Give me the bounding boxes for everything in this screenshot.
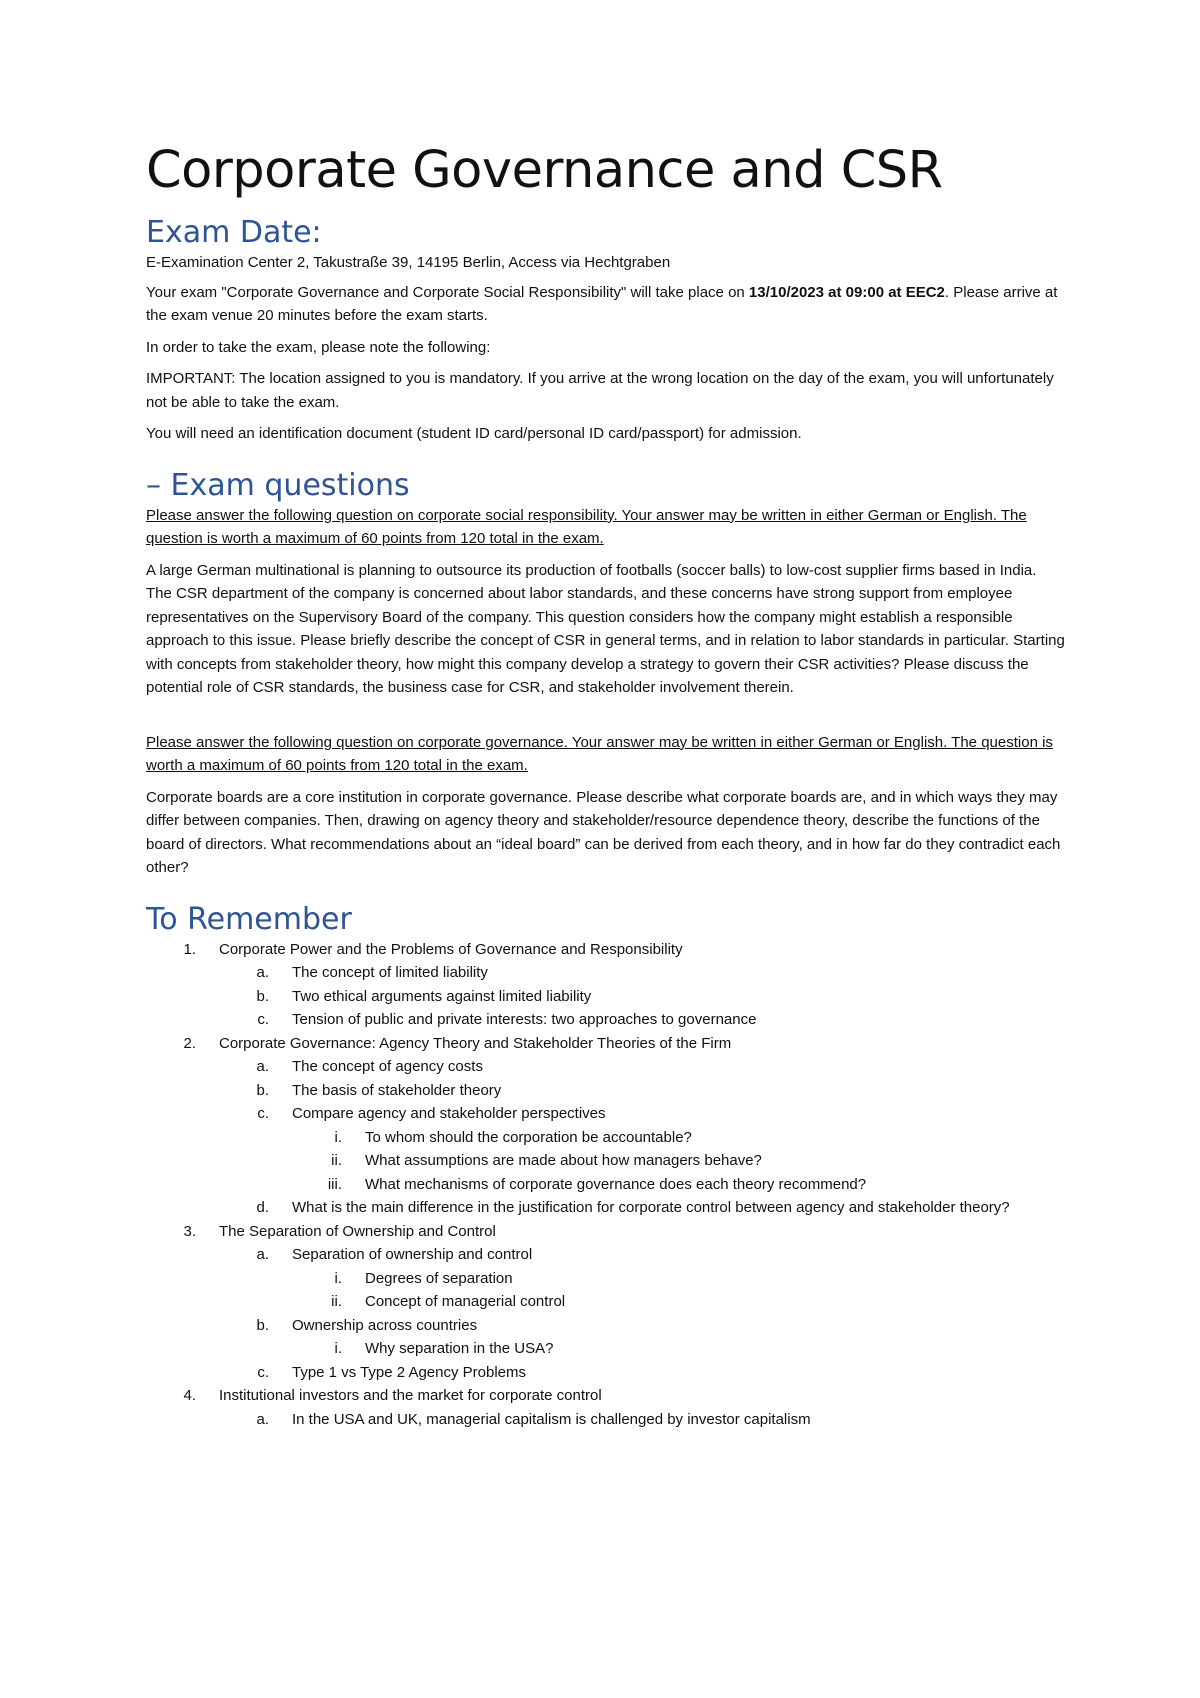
list-item-text: To whom should the corporation be accountable? [365, 1128, 692, 1146]
list-marker: 1. [183, 940, 196, 958]
list-marker: a. [256, 1246, 269, 1264]
list-marker: b. [256, 987, 269, 1005]
spacer [146, 708, 1066, 731]
list-item [146, 1173, 1066, 1197]
list-item-text: Type 1 vs Type 2 Agency Problems [292, 1363, 527, 1381]
id-note: You will need an identification document (student ID card/personal ID card/passport) for admission. [146, 425, 802, 443]
exam-date-heading: Exam Date: [146, 215, 322, 251]
list-item-text: Degrees of separation [365, 1269, 513, 1287]
list-item-text: Ownership across countries [292, 1316, 478, 1334]
list-item [146, 1079, 1066, 1103]
important-note: IMPORTANT: The location assigned to you is mandatory. If you arrive at the wrong location on the day of the exam, you will unfortunately not be able to take the exam. [146, 370, 1054, 411]
list-marker: c. [257, 1363, 269, 1381]
exam-datetime: 13/10/2023 at 09:00 at EEC2 [748, 283, 945, 301]
question-2-instruction: Please answer the following question on corporate governance. Your answer may be written in either German or English. The question is worth a maximum of 60 points from 120 total in the exam. [146, 733, 1053, 775]
list-item-text: Tension of public and private interests: two approaches to governance [292, 1011, 757, 1029]
exam-questions-heading: – Exam questions [146, 467, 410, 503]
question-2-text: Corporate boards are a core institution in corporate governance. Please describe what corporate boards are, and in which ways they may differ between companies. Then, drawing on agency theory and stakeholder/resource dependence theory, describe the functions of the board of directors. What recommendations about an “ideal board” can be derived from each theory, and in how far do they contradict each other? [146, 788, 1061, 877]
list-marker: b. [256, 1081, 269, 1099]
list-item [146, 1196, 1066, 1220]
list-item-text: The Separation of Ownership and Control [219, 1222, 496, 1240]
list-marker: d. [256, 1199, 269, 1217]
list-item-text: The concept of agency costs [292, 1058, 483, 1076]
list-marker: a. [256, 1058, 269, 1076]
list-marker: c. [257, 1011, 269, 1029]
list-item [146, 1149, 1066, 1173]
list-item [146, 1290, 1066, 1314]
list-item [146, 985, 1066, 1009]
list-item-text: What mechanisms of corporate governance does each theory recommend? [365, 1175, 867, 1193]
list-item [146, 1055, 1066, 1079]
list-item [146, 1008, 1066, 1032]
exam-info-post: . Please arrive at the exam venue 20 minutes before the exam starts. [146, 283, 1058, 325]
list-marker: iii. [327, 1175, 342, 1193]
list-item [146, 1384, 1066, 1408]
list-item [146, 1337, 1066, 1361]
list-item-text: Why separation in the USA? [365, 1340, 554, 1358]
exam-location: E-Examination Center 2, Takustraße 39, 14195 Berlin, Access via Hechtgraben [146, 254, 671, 272]
list-item [146, 938, 1066, 962]
question-1-instruction: Please answer the following question on corporate social responsibility. Your answer may be written in either German or English. The question is worth a maximum of 60 points from 120 total in the exam. [146, 506, 1027, 548]
list-item-text: What assumptions are made about how managers behave? [365, 1152, 762, 1170]
to-remember-heading: To Remember [146, 901, 352, 937]
to-remember-list [146, 938, 1066, 1432]
list-item [146, 961, 1066, 985]
list-item [146, 1361, 1066, 1385]
list-item [146, 1267, 1066, 1291]
exam-info-pre: Your exam "Corporate Governance and Corporate Social Responsibility" will take place on [146, 283, 749, 301]
question-1-text: A large German multinational is planning to outsource its production of footballs (soccer balls) to low-cost supplier firms based in India. The CSR department of the company is concerned about labor standards, and these concerns have strong support from employee representatives on the Supervisory Board of the company. This question considers how the company might establish a responsible approach to this issue. Please briefly describe the concept of CSR in general terms, and in relation to labor standards in particular. Starting with concepts from stakeholder theory, how might this company develop a strategy to govern their CSR activities? Please discuss the potential role of CSR standards, the business case for CSR, and stakeholder involvement therein. [146, 561, 1065, 697]
list-item [146, 1126, 1066, 1150]
list-item [146, 1220, 1066, 1244]
list-marker: c. [257, 1105, 269, 1123]
list-item-text: What is the main difference in the justification for corporate control between agency and stakeholder theory? [292, 1199, 1010, 1217]
list-item-text: In the USA and UK, managerial capitalism is challenged by investor capitalism [292, 1410, 811, 1428]
list-item-text: Corporate Governance: Agency Theory and Stakeholder Theories of the Firm [219, 1034, 732, 1052]
list-item-text: Institutional investors and the market for corporate control [219, 1387, 602, 1405]
list-item-text: The concept of limited liability [292, 964, 488, 982]
list-item-text: Two ethical arguments against limited liability [292, 987, 592, 1005]
list-item-text: Compare agency and stakeholder perspectives [292, 1105, 606, 1123]
list-marker: i. [334, 1128, 342, 1146]
page-title: Corporate Governance and CSR [146, 141, 943, 200]
list-marker: a. [256, 1410, 269, 1428]
list-marker: ii. [331, 1152, 342, 1170]
exam-info-paragraph [146, 281, 1066, 328]
list-item [146, 1408, 1066, 1432]
list-marker: i. [334, 1340, 342, 1358]
list-marker: ii. [331, 1293, 342, 1311]
list-item-text: Corporate Power and the Problems of Governance and Responsibility [219, 940, 683, 958]
list-item-text: Separation of ownership and control [292, 1246, 533, 1264]
list-marker: 2. [183, 1034, 196, 1052]
list-marker: 4. [183, 1387, 196, 1405]
list-item [146, 1032, 1066, 1056]
list-item-text: Concept of managerial control [365, 1293, 566, 1311]
note-intro: In order to take the exam, please note the following: [146, 338, 491, 356]
list-item [146, 1243, 1066, 1267]
list-marker: a. [256, 964, 269, 982]
list-marker: b. [256, 1316, 269, 1334]
list-item [146, 1102, 1066, 1126]
list-marker: 3. [183, 1222, 196, 1240]
list-marker: i. [334, 1269, 342, 1287]
document-page [146, 140, 1066, 1431]
list-item-text: The basis of stakeholder theory [292, 1081, 502, 1099]
list-item [146, 1314, 1066, 1338]
